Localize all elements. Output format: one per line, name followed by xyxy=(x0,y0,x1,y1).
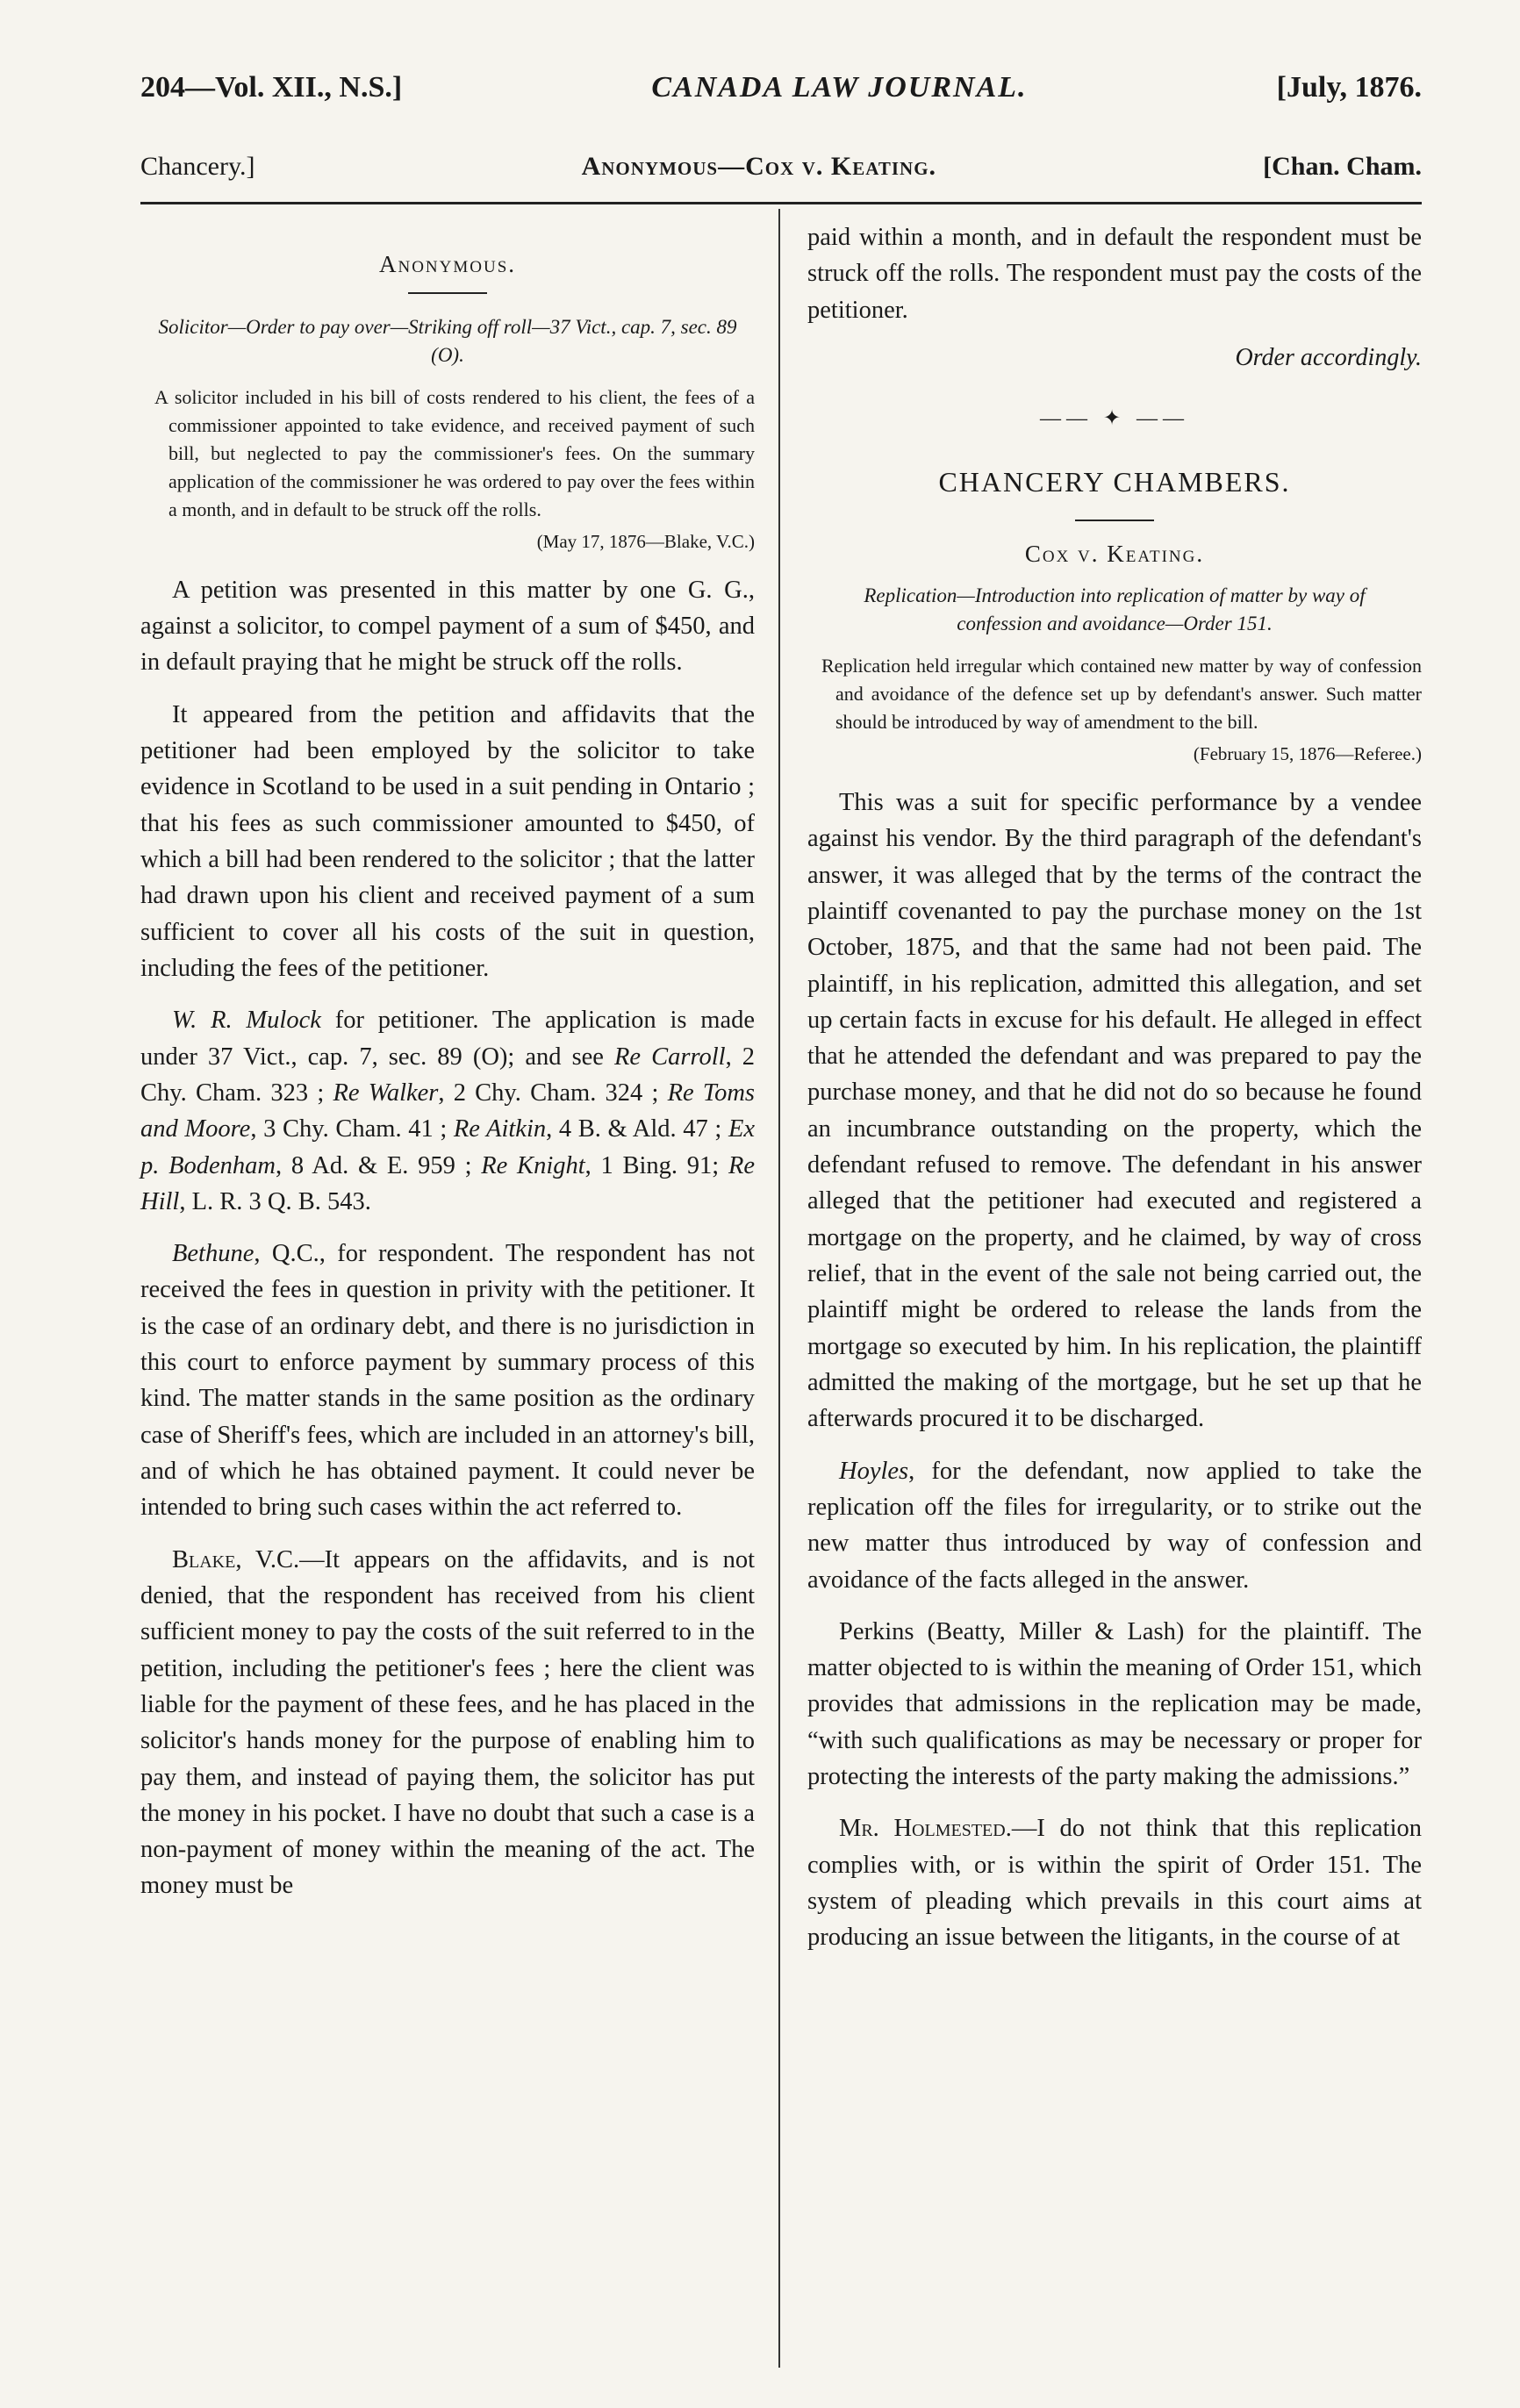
catchwords: Replication—Introduction into replication of matter by way of confession and avoidance—Order 151. xyxy=(864,584,1366,635)
counsel-name: Bethune xyxy=(172,1240,255,1268)
case-citation: Re Toms and Moore xyxy=(140,1079,755,1143)
right-body xyxy=(807,785,1422,1956)
column-divider xyxy=(778,209,780,2368)
paragraph: Perkins (Beatty, Miller & Lash) for the plaintiff. The matter objected to is within the meaning of Order 151, which provides that admissions in the replication may be made, “with such qualifications as may be necessary or proper for protecting the interests of the party making the admissions.” xyxy=(807,1617,1422,1791)
header-rule xyxy=(140,202,1422,204)
title-rule xyxy=(408,292,487,294)
running-subheader xyxy=(140,140,1422,193)
section-rule xyxy=(1075,520,1154,521)
decision-date: (May 17, 1876—Blake, V.C.) xyxy=(536,530,755,552)
paragraph-counsel-respondent xyxy=(140,1236,755,1526)
header-page-volume: 204—Vol. XII., N.S.] xyxy=(140,71,403,104)
right-column xyxy=(807,219,1422,1972)
text-run: , 2 Chy. Cham. 324 ; xyxy=(438,1079,668,1107)
judge-name: Mr. Holmested. xyxy=(839,1815,1012,1843)
left-body xyxy=(140,572,755,1904)
left-column xyxy=(140,219,755,1920)
text-run: —I do not think that this replication complies with, or is within the spirit of Order 151. The system of pleading which prevails in this court aims at producing an issue between the litigants, in the course of at xyxy=(807,1815,1422,1952)
subheader-division: [Chan. Cham. xyxy=(1263,152,1422,181)
subheader-court: Chancery.] xyxy=(140,152,255,181)
paragraph-judgment xyxy=(807,1810,1422,1955)
headnote: A solicitor included in his bill of costs rendered to his client, the fees of a commissioner appointed to take evidence, and received payment of such bill, but neglected to pay the commissioner's fees. On the summary application of the commissioner he was ordered to pay over the fees within a month, and in default to be struck off the rolls. xyxy=(154,386,755,520)
text-run: , L. R. 3 Q. B. 543. xyxy=(179,1187,371,1215)
paragraph: A petition was presented in this matter by one G. G., against a solicitor, to compel payment of a sum of $450, and in default praying that he might be struck off the rolls. xyxy=(140,576,755,677)
text-run: for petitioner. The application is made under 37 Vict., cap. 7, sec. 89 (O); and see xyxy=(140,1007,756,1071)
ornament-divider: —— ✦ —— xyxy=(1039,406,1190,430)
case-citation: Re Hill xyxy=(140,1151,755,1215)
section-title: CHANCERY CHAMBERS. xyxy=(938,465,1291,498)
running-header xyxy=(140,61,1422,114)
case-citation: Re Knight xyxy=(481,1151,585,1179)
text-run: , 2 Chy. Cham. 323 ; xyxy=(140,1043,755,1107)
decision-date: (February 15, 1876—Referee.) xyxy=(1193,742,1422,764)
paragraph-counsel-petitioner xyxy=(140,1002,755,1220)
case-citation: Re Carroll xyxy=(614,1043,726,1071)
paragraph-counsel-defendant xyxy=(807,1453,1422,1598)
text-run: , 8 Ad. & E. 959 ; xyxy=(276,1151,482,1179)
text-run: , Q.C., for respondent. The respondent has not received the fees in question in privity with the petitioner. It is the case of an ordinary debt, and there is no jurisdiction in this court to enforce payment by summary process of this kind. The matter stands in the same position as the ordinary case of Sheriff's fees, which are included in an attorney's bill, and of which he has obtained payment. It could never be intended to bring such cases within the act referred to. xyxy=(140,1240,755,1522)
paragraph: It appeared from the petition and affidavits that the petitioner had been employed by the solicitor to take evidence in Scotland to be used in a suit pending in Ontario ; that his fees as such commissioner amounted to $450, of which a bill had been rendered to the solicitor ; that the latter had drawn upon his client and received payment of a sum sufficient to cover all his costs of the suit in question, including the fees of the petitioner. xyxy=(140,700,755,982)
paragraph: This was a suit for specific performance by a vendee against his vendor. By the third paragraph of the defendant's answer, it was alleged that by the terms of the contract the plaintiff covenanted to pay the purchase money on the 1st October, 1875, and that the same had not been paid. The plaintiff, in his replication, admitted this allegation, and set up certain facts in excuse for his default. He alleged in effect that he attended the defendant and was prepared to pay the purchase money, and that he did not do so because he found an incumbrance outstanding on the property, which the defendant refused to remove. The defendant in his answer alleged that the petitioner had executed and registered a mortgage on the property, and he claimed, by way of cross relief, that in the event of the sale not being carried out, the plaintiff might be ordered to release the lands from the mortgage so executed by him. In his replication, the plaintiff admitted the making of the mortgage, but he set up that he afterwards procured it to be discharged. xyxy=(807,788,1422,1433)
text-run: —It appears on the affidavits, and is not denied, that the respondent has received from his client sufficient money to pay the costs of the suit referred to in the petition, including the petitioner's fees ; here the client was liable for the payment of these fees, and he has placed in the solicitor's hands money for the purpose of enabling him to pay them, and instead of paying them, the solicitor has put the money in his pocket. I have no doubt that such a case is a non-payment of money within the meaning of the act. The money must be xyxy=(140,1545,756,1900)
case-title-cox-keating: Cox v. Keating. xyxy=(1024,540,1205,567)
text-run: , 1 Bing. 91; xyxy=(584,1151,728,1179)
catchwords: Solicitor—Order to pay over—Striking off roll—37 Vict., cap. 7, sec. 89 (O). xyxy=(158,316,737,367)
judge-name: Blake, V.C. xyxy=(172,1545,300,1573)
text-run: , 3 Chy. Cham. 41 ; xyxy=(250,1115,454,1143)
text-run: , for the defendant, now applied to take the replication off the files for irregularity, or to strike out the new matter thus introduced by way of confession and avoidance of the facts alleged in the answer. xyxy=(807,1457,1422,1594)
paragraph-judgment xyxy=(140,1542,755,1904)
order-line: Order accordingly. xyxy=(1235,343,1422,371)
case-citation: Ex p. Bodenham xyxy=(140,1115,755,1179)
counsel-name: W. R. Mulock xyxy=(172,1007,321,1035)
subheader-cases: Anonymous—Cox v. Keating. xyxy=(581,152,937,181)
case-citation: Re Walker xyxy=(333,1079,439,1107)
headnote: Replication held irregular which contained new matter by way of confession and avoidance of the defence set up by defendant's answer. Such matter should be introduced by way of amendment to the bill. xyxy=(821,655,1422,734)
case-citation: Re Aitkin xyxy=(453,1115,547,1143)
header-date: [July, 1876. xyxy=(1276,71,1422,104)
counsel-name: Hoyles xyxy=(839,1457,909,1485)
header-journal-title: CANADA LAW JOURNAL. xyxy=(651,71,1028,104)
right-continuation xyxy=(807,219,1422,328)
journal-page xyxy=(140,61,1422,2361)
case-title-anonymous: Anonymous. xyxy=(378,251,517,277)
text-run: , 4 B. & Ald. 47 ; xyxy=(546,1115,728,1143)
paragraph-continued: paid within a month, and in default the respondent must be struck off the rolls. The respondent must pay the costs of the petitioner. xyxy=(807,224,1422,324)
